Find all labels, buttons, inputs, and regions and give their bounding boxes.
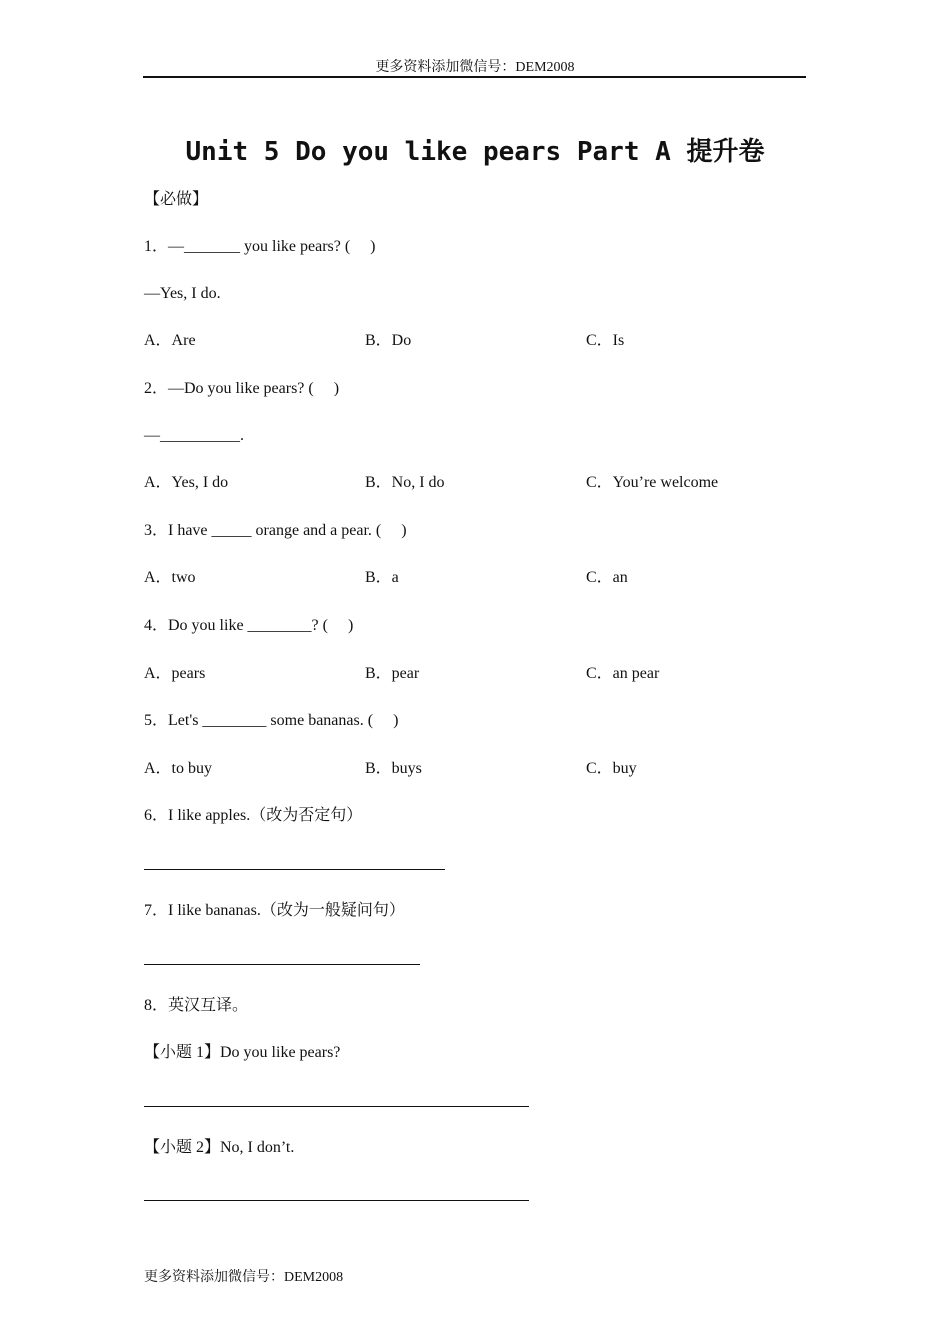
question-2-option-c: C．You’re welcome — [586, 474, 719, 491]
header-divider — [143, 76, 806, 78]
answer-line-7[interactable] — [144, 964, 420, 965]
question-1-followup: —Yes, I do. — [144, 285, 221, 302]
question-1-stem: 1．—_______ you like pears? ( ) — [144, 238, 376, 255]
sub-question-1: 【小题 1】Do you like pears? — [144, 1044, 341, 1061]
question-3-option-a: A．two — [144, 569, 196, 586]
question-6-stem: 6．I like apples.（改为否定句） — [144, 807, 363, 824]
question-2-option-b: B．No, I do — [365, 474, 445, 491]
question-2-option-a: A．Yes, I do — [144, 474, 229, 491]
question-5-option-a: A．to buy — [144, 760, 213, 777]
question-5-stem: 5．Let's ________ some bananas. ( ) — [144, 712, 399, 729]
section-label: 【必做】 — [144, 191, 209, 208]
question-8-stem: 8．英汉互译。 — [144, 997, 249, 1014]
question-1-option-b: B．Do — [365, 332, 412, 349]
answer-line-8-2[interactable] — [144, 1200, 529, 1201]
question-5-option-c: C．buy — [586, 760, 637, 777]
question-1-option-a: A．Are — [144, 332, 196, 349]
question-3-option-c: C．an — [586, 569, 628, 586]
question-3-stem: 3．I have _____ orange and a pear. ( ) — [144, 522, 407, 539]
question-5-option-b: B．buys — [365, 760, 422, 777]
answer-line-6[interactable] — [144, 869, 445, 870]
sub-question-2: 【小题 2】No, I don’t. — [144, 1139, 295, 1156]
question-7-stem: 7．I like bananas.（改为一般疑问句） — [144, 902, 405, 919]
question-2-stem: 2．—Do you like pears? ( ) — [144, 380, 340, 397]
question-4-option-b: B．pear — [365, 665, 420, 682]
answer-line-8-1[interactable] — [144, 1106, 529, 1107]
page-footer: 更多资料添加微信号：DEM2008 — [144, 1270, 344, 1285]
question-2-followup: —__________. — [144, 427, 244, 444]
question-4-stem: 4．Do you like ________? ( ) — [144, 617, 354, 634]
page-title: Unit 5 Do you like pears Part A 提升卷 — [185, 137, 765, 167]
page-header: 更多资料添加微信号：DEM2008 — [375, 60, 575, 75]
question-4-option-a: A．pears — [144, 665, 206, 682]
question-4-option-c: C．an pear — [586, 665, 660, 682]
question-3-option-b: B．a — [365, 569, 399, 586]
question-1-option-c: C．Is — [586, 332, 625, 349]
